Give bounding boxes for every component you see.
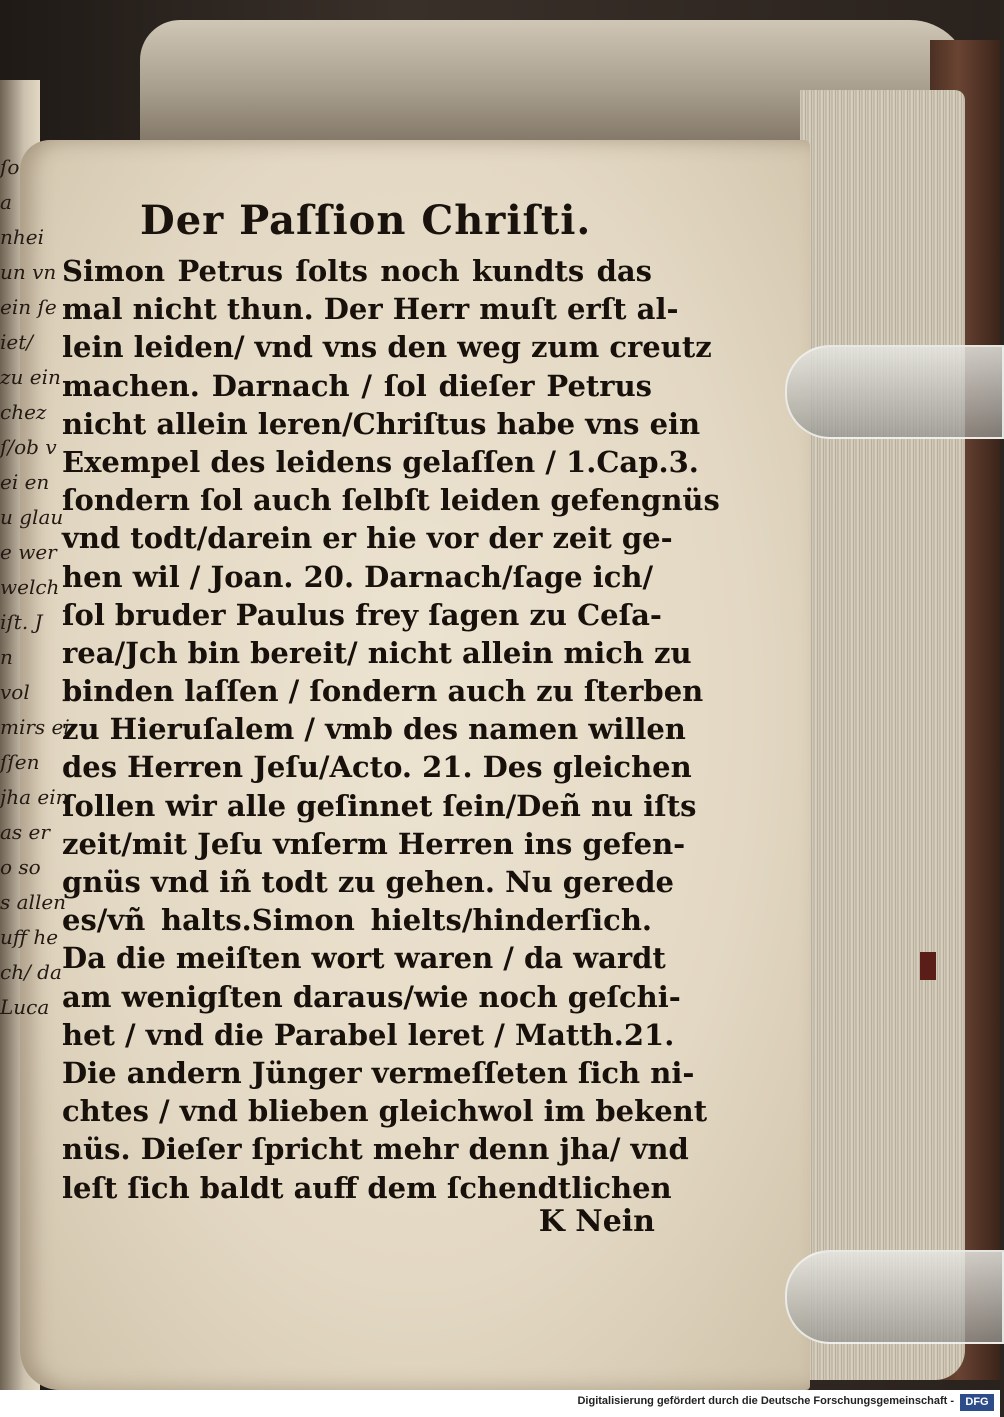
text-line: mal nicht thun. Der Herr muſt erſt al- [62,292,679,327]
text-line: zeit/mit Jeſu vnſerm Herren ins gefen- [62,826,686,861]
text-line: ſondern ſol auch ſelbſt leiden gefengnüs [62,483,720,518]
text-line: vnd todt/darein er hie vor der zeit ge- [62,521,673,556]
dfg-logo[interactable]: DFG [960,1394,994,1411]
catchword: K Nein [538,1204,655,1239]
margin-fragment: nhei [0,225,44,249]
text-line: chtes / vnd blieben gleichwol im bekent [62,1094,708,1129]
margin-fragment: ch/ da [0,960,62,984]
margin-fragment: a [0,190,12,214]
text-line: machen. Darnach / ſol dieſer Petrus [62,368,652,403]
page-clamp-bottom [785,1250,1004,1344]
margin-fragment: o so [0,855,41,879]
text-line: des Herren Jeſu/Acto. 21. Des gleichen [62,750,692,785]
left-margin-fragments [0,150,70,1290]
text-line: Da die meiſten wort waren / da wardt [62,941,666,976]
text-line: het / vnd die Parabel leret / Matth.21. [62,1017,675,1052]
margin-fragment: chez [0,400,47,424]
margin-fragment: ſ/ob v [0,435,57,459]
text-line: rea/Jch bin bereit/ nicht allein mich zu [62,635,692,670]
margin-fragment: s allen [0,890,67,914]
text-line: nüs. Dieſer ſpricht mehr denn jha/ vnd [62,1132,689,1167]
margin-fragment: ſſen [0,750,40,774]
text-line: ſol bruder Paulus frey ſagen zu Ceſa- [62,597,662,632]
footer-bar [0,1390,1000,1417]
margin-fragment: welch [0,575,60,599]
margin-fragment: ein ſe [0,295,57,319]
margin-fragment: Luca [0,995,50,1019]
text-line: binden laſſen / ſondern auch zu ſterben [62,674,704,709]
margin-fragment: as er [0,820,50,844]
text-line: hen wil / Joan. 20. Darnach/ſage ich/ [62,559,654,594]
margin-fragment: iſt. J [0,610,43,634]
margin-fragment: iet/ [0,330,34,354]
page-clamp-top [785,345,1004,439]
page-text [62,252,720,1207]
margin-fragment: e wer [0,540,57,564]
text-line: leſt ſich baldt auff dem ſchendtlichen [62,1170,672,1205]
margin-fragment: vol [0,680,30,704]
running-header: Der Paſſion Chriſti. [140,197,592,244]
margin-fragment: ei en [0,470,50,494]
page-stack [800,90,965,1380]
text-line: am wenigſten daraus/wie noch geſchi- [62,979,681,1014]
text-line: Die andern Jünger vermeſſeten ſich ni- [62,1055,695,1090]
margin-fragment: jha ein [0,785,69,809]
text-line: Exempel des leidens gelaſſen / 1.Cap.3. [62,444,699,479]
margin-fragment: uff he [0,925,59,949]
margin-fragment: ſo [0,155,20,179]
margin-fragment: zu ein [0,365,61,389]
text-line: ſollen wir alle geſinnet ſein/Deñ nu iſts [62,788,697,823]
margin-fragment: u glau [0,505,64,529]
text-line: Simon Petrus ſolts noch kundts das [62,254,652,288]
margin-fragment: n [0,645,13,669]
bookmark-ribbon [920,952,936,980]
text-line: es/vñ halts.Simon hielts/hinderſich. [62,903,652,938]
text-line: zu Hieruſalem / vmb des namen willen [62,712,686,747]
margin-fragment: un vn [0,260,57,284]
text-line: lein leiden/ vnd vns den weg zum creutz [62,330,712,365]
text-line: gnüs vnd iñ todt zu gehen. Nu gerede [62,865,674,899]
text-line: nicht allein leren/Chriſtus habe vns ein [62,406,701,441]
funding-credit: Digitalisierung gefördert durch die Deutsche Forschungsgemeinschaft - [577,1395,954,1407]
margin-fragment: mirs ei [0,715,70,739]
